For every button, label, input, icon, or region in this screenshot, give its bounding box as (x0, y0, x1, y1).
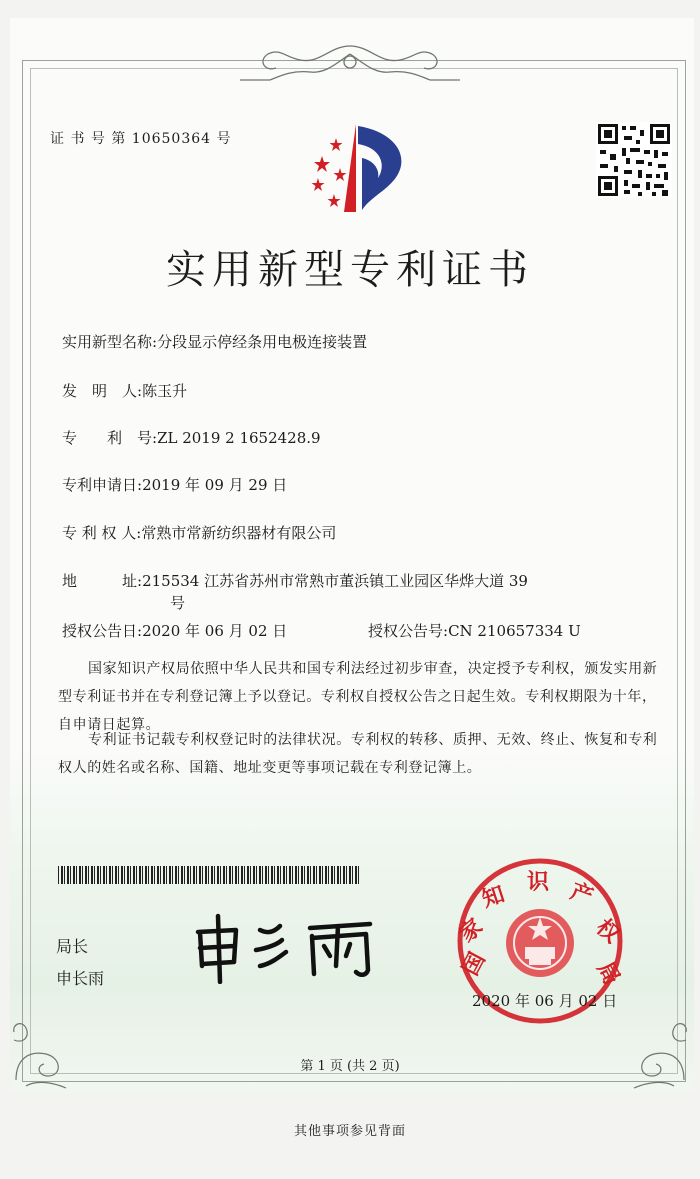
certificate-title: 实用新型专利证书 (166, 247, 534, 293)
signer-role: 局长 (56, 937, 89, 956)
svg-text:识: 识 (527, 870, 550, 895)
patent-emblem-icon (296, 118, 416, 218)
bottom-left-ornament (6, 1010, 76, 1090)
address-line-1: 215534 江苏省苏州市常熟市董浜镇工业园区华烨大道 39 (142, 572, 528, 590)
seal-date: 2020 年 06 月 02 日 (472, 992, 618, 1010)
top-ornament (230, 40, 470, 84)
legal-paragraph-1: 国家知识产权局依照中华人民共和国专利法经过初步审查，决定授予专利权，颁发实用新型专利证书并在专利登记簿上予以登记。专利权自授权公告之日起生效。专利权期限为十年，自申请日起算。 (58, 661, 658, 733)
legal-paragraph-2: 专利证书记载专利权登记时的法律状况。专利权的转移、质押、无效、终止、恢复和专利权人的姓名或名称、国籍、地址变更等事项记载在专利登记簿上。 (58, 732, 658, 776)
qr-code-icon (596, 122, 672, 198)
svg-text:权: 权 (590, 914, 625, 949)
svg-text:知: 知 (479, 882, 508, 913)
utility-model-name: 分段显示停经条用电极连接装置 (157, 333, 368, 351)
field-label: 实用新型名称: (62, 333, 158, 351)
field-label: 授权公告号: (368, 622, 449, 640)
svg-text:国: 国 (458, 948, 491, 980)
handwritten-signature (190, 910, 390, 984)
svg-text:产: 产 (566, 879, 597, 911)
svg-text:局: 局 (591, 958, 625, 990)
address-line-2: 号 (170, 594, 186, 612)
filing-date-row (62, 474, 287, 495)
field-label: 地 址: (62, 572, 143, 590)
address-row (62, 570, 528, 591)
field-label: 发 明 人: (62, 382, 143, 400)
signer-name: 申长雨 (56, 969, 105, 988)
patentee-row (62, 522, 336, 543)
field-label: 专 利 权 人: (62, 524, 142, 542)
patent-number-row (62, 427, 321, 448)
field-label: 专 利 号: (62, 429, 158, 447)
announce-number-row (368, 620, 581, 641)
inventor-name: 陈玉升 (142, 382, 188, 400)
svg-text:家: 家 (454, 914, 488, 948)
patent-number: ZL 2019 2 1652428.9 (157, 429, 321, 447)
filing-date: 2019 年 09 月 29 日 (142, 476, 288, 494)
field-label: 专利申请日: (62, 476, 143, 494)
inventor-row (62, 380, 187, 401)
footer-note: 其他事项参见背面 (293, 1124, 406, 1139)
announce-date-row (62, 620, 287, 641)
field-label: 授权公告日: (62, 622, 143, 640)
certificate-number: 证 书 号 第 10650364 号 (50, 131, 232, 147)
page-indicator: 第 1 页 (共 2 页) (300, 1059, 400, 1074)
patentee-name: 常熟市常新纺织器材有限公司 (141, 524, 337, 542)
barcode (58, 866, 360, 884)
national-emblem-icon (506, 909, 574, 977)
announce-number: CN 210657334 U (448, 622, 581, 640)
announce-date: 2020 年 06 月 02 日 (142, 622, 288, 640)
utility-model-name-row (62, 331, 367, 352)
